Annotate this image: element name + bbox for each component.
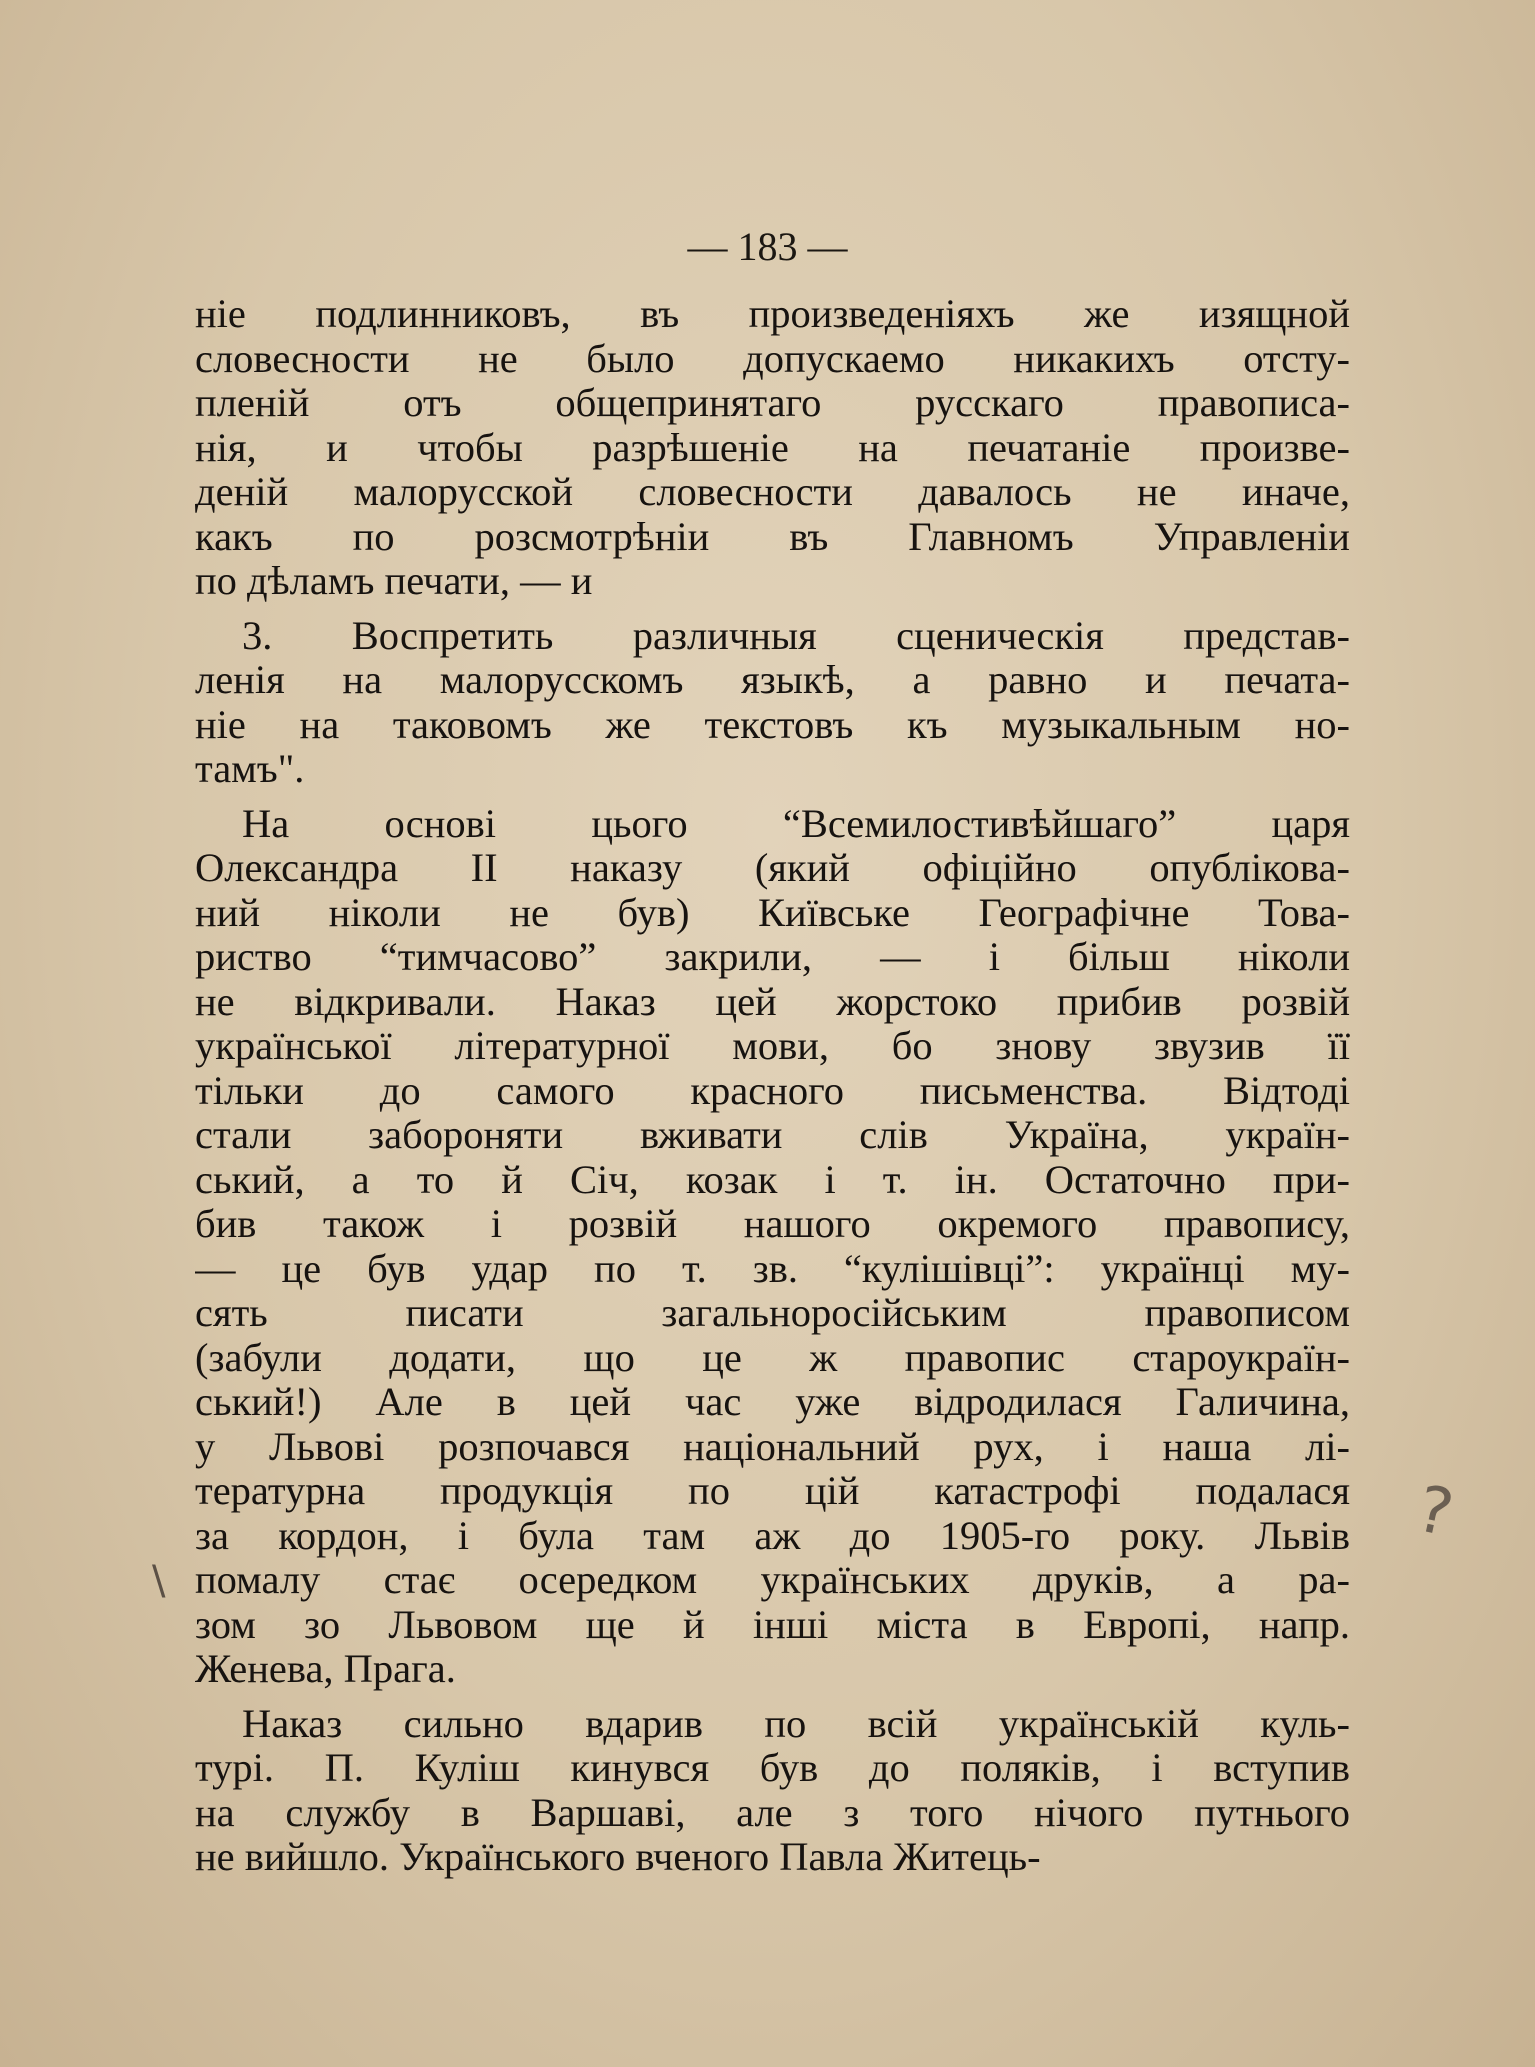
text-line: ленія на малорусскомъ языкѣ, а равно и печата- — [195, 658, 1350, 702]
text-line: ний ніколи не був) Київське Географічне Това- — [195, 890, 1350, 935]
paragraph-gap — [195, 1692, 1350, 1702]
text-line: на службу в Варшаві, але з того нічого путнього — [195, 1790, 1350, 1835]
margin-tick-mark: \ — [152, 1558, 166, 1604]
text-line: какъ по розсмотрѣніи въ Главномъ Управленіи — [195, 514, 1350, 559]
text-line: ський, а то й Січ, козак і т. ін. Остаточно при- — [195, 1157, 1350, 1202]
text-line: не відкривали. Наказ цей жорстоко прибив розвій — [195, 979, 1350, 1024]
text-line: помалу стає осередком українських друків, а ра- — [195, 1558, 1350, 1602]
text-line: зом зо Львовом ще й інші міста в Европі, напр. — [195, 1602, 1350, 1647]
text-line: ніе на таковомъ же текстовъ къ музыкальным но- — [195, 702, 1350, 747]
text-line: пленій отъ общепринятаго русскаго правописа- — [195, 381, 1350, 425]
text-line: тературна продукція по цій катастрофі подалася — [195, 1469, 1350, 1513]
text-line: ський!) Але в цей час уже відродилася Галичина, — [195, 1380, 1350, 1424]
text-line: тамъ". — [195, 747, 305, 791]
text-line: Олександра II наказу (який офіційно опублікова- — [195, 846, 1350, 890]
text-line: — це був удар по т. зв. “кулішівці”: українці му- — [195, 1246, 1350, 1291]
paragraph-gap — [195, 792, 1350, 802]
text-line: Женева, Прага. — [195, 1647, 456, 1691]
page-number: — 183 — — [687, 224, 848, 269]
margin-question-mark: ? — [1410, 1472, 1460, 1552]
text-line: словесности не было допускаемо никакихъ отсту- — [195, 336, 1350, 381]
text-line: (забули додати, що це ж правопис староукраїн- — [195, 1335, 1350, 1380]
text-line: 3. Воспретить различныя сценическія представ- — [242, 613, 1350, 658]
text-line: риство “тимчасово” закрили, — і більш ніколи — [195, 935, 1350, 979]
text-line: стали забороняти вживати слів Україна, україн- — [195, 1113, 1350, 1157]
text-line: На основі цього “Всемилостивѣйшаго” царя — [242, 801, 1350, 846]
text-line: нія, и чтобы разрѣшеніе на печатаніе произве- — [195, 425, 1350, 470]
text-line: турі. П. Куліш кинувся був до поляків, і вступив — [195, 1746, 1350, 1790]
text-line: деній малорусской словесности давалось не иначе, — [195, 470, 1350, 514]
paragraph-gap — [195, 604, 1350, 614]
text-line: тільки до самого красного письменства. Відтоді — [195, 1068, 1350, 1113]
text-line: по дѣламъ печати, — и — [195, 559, 593, 603]
text-line: не вийшло. Українського вченого Павла Житець- — [195, 1835, 1041, 1879]
text-line: за кордон, і була там аж до 1905-го року. Львів — [195, 1513, 1350, 1558]
text-line: Наказ сильно вдарив по всій українській куль- — [242, 1701, 1350, 1746]
text-line: української літературної мови, бо знову звузив її — [195, 1024, 1350, 1068]
body-text — [195, 292, 1350, 1880]
text-line: бив також і розвій нашого окремого правопису, — [195, 1202, 1350, 1246]
text-line: ніе подлинниковъ, въ произведеніяхъ же изящной — [195, 292, 1350, 336]
text-line: у Львові розпочався національний рух, і наша лі- — [195, 1424, 1350, 1469]
text-line: сять писати загальноросійським правописом — [195, 1291, 1350, 1335]
